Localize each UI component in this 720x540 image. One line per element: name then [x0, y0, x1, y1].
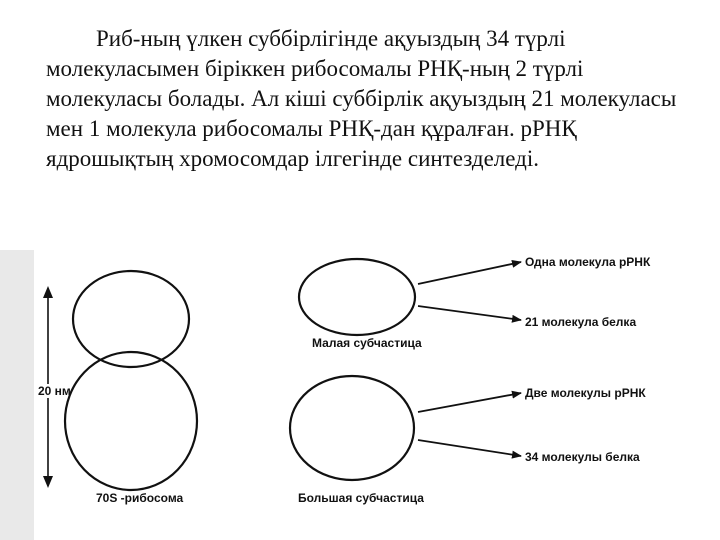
- small-subunit-label: Малая субчастица: [312, 336, 422, 350]
- ribosome-diagram: [34, 246, 720, 540]
- small-rna-label: Одна молекула рРНК: [525, 255, 651, 269]
- small-protein-label: 21 молекула белка: [525, 315, 637, 329]
- large-protein-label: 34 молекулы белка: [525, 450, 640, 464]
- size-label: 20 нм: [38, 384, 71, 398]
- left-decorative-strip: [0, 250, 36, 540]
- large-rna-label: Две молекулы рРНК: [525, 386, 646, 400]
- body-paragraph: Риб-ның үлкен суббірлігінде ақуыздың 34 түрлі молекуласымен біріккен рибосомалы РНҚ-ның 2 түрлі молекуласы болады. Ал кіші суббірлік ақуыздың 21 молекуласы мен 1 молекула рибосомалы РНҚ-дан құралған. рРНҚ ядрошықтың хромосомдар ілгегінде синтезделеді.: [46, 26, 677, 171]
- large-subunit-label: Большая субчастица: [298, 491, 424, 505]
- ribosome-label: 70S -рибосома: [96, 491, 184, 505]
